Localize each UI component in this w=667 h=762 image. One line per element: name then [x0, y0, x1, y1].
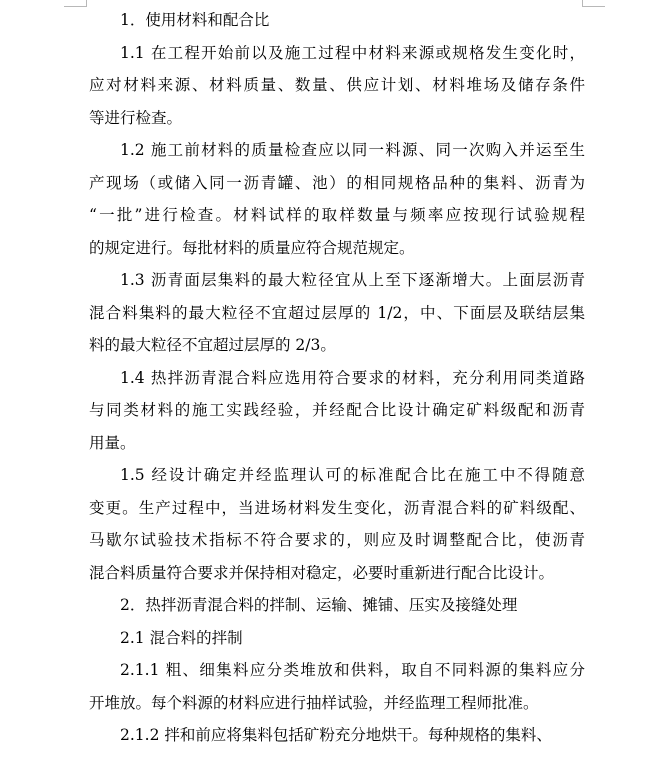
margin-corner-mark-right [582, 0, 605, 7]
text-line: 混合料集料的最大粒径不宜超过层厚的 1/2，中、下面层及联结层集 [89, 303, 585, 322]
paragraph [89, 719, 585, 752]
paragraph [89, 37, 585, 135]
paragraph [89, 362, 585, 460]
paragraph [89, 459, 585, 589]
text-line: 的规定进行。每批材料的质量应符合规范规定。 [89, 238, 415, 257]
text-line: 1.5 经设计确定并经监理认可的标准配合比在施工中不得随意 [120, 466, 585, 484]
text-line: 与同类材料的施工实践经验，并经配合比设计确定矿料级配和沥青 [89, 401, 585, 419]
text-line: 1.3 沥青面层集料的最大粒径宜从上至下逐渐增大。上面层沥青 [120, 271, 585, 289]
text-line: 等进行检查。 [89, 108, 183, 127]
text-line: 2.1 混合料的拌制 [120, 628, 243, 647]
section-heading [89, 4, 585, 37]
text-line: 开堆放。每个料源的材料应进行抽样试验，并经监理工程师批准。 [89, 693, 539, 712]
text-line: 马歇尔试验技术指标不符合要求的，则应及时调整配合比，使沥青 [89, 531, 585, 549]
text-line: 1.1 在工程开始前以及施工过程中材料来源或规格发生变化时， [120, 43, 585, 62]
text-line: 2.1.1 粗、细集料应分类堆放和供料，取自不同料源的集料应分 [120, 661, 585, 679]
text-line: 混合料质量符合要求并保持相对稳定，必要时重新进行配合比设计。 [89, 563, 555, 582]
section-heading [89, 589, 585, 622]
paragraph [89, 654, 585, 719]
text-line: “一批”进行检查。材料试样的取样数量与频率应按现行试验规程 [89, 206, 585, 224]
text-line: 1．使用材料和配合比 [120, 11, 270, 29]
text-line: 应对材料来源、材料质量、数量、供应计划、材料堆场及储存条件 [89, 76, 585, 94]
text-line: 2.1.2 拌和前应将集料包括矿粉充分地烘干。每种规格的集料、 [120, 726, 552, 744]
text-line: 用量。 [89, 433, 136, 452]
text-line: 1.2 施工前材料的质量检查应以同一料源、同一次购入并运至生 [120, 141, 585, 159]
section-heading [89, 622, 585, 655]
margin-corner-mark-left [64, 0, 87, 7]
paragraph [89, 264, 585, 362]
text-line: 产现场（或储入同一沥青罐、池）的相同规格品种的集料、沥青为 [89, 173, 585, 192]
text-line: 料的最大粒径不宜超过层厚的 2/3。 [89, 336, 336, 354]
text-line: 2．热拌沥青混合料的拌制、运输、摊铺、压实及接缝处理 [120, 596, 518, 614]
text-line: 1.4 热拌沥青混合料应选用符合要求的材料，充分利用同类道路 [120, 368, 585, 387]
text-line: 变更。生产过程中，当进场材料发生变化，沥青混合料的矿料级配、 [89, 498, 585, 517]
document-body [89, 4, 585, 752]
paragraph [89, 134, 585, 264]
